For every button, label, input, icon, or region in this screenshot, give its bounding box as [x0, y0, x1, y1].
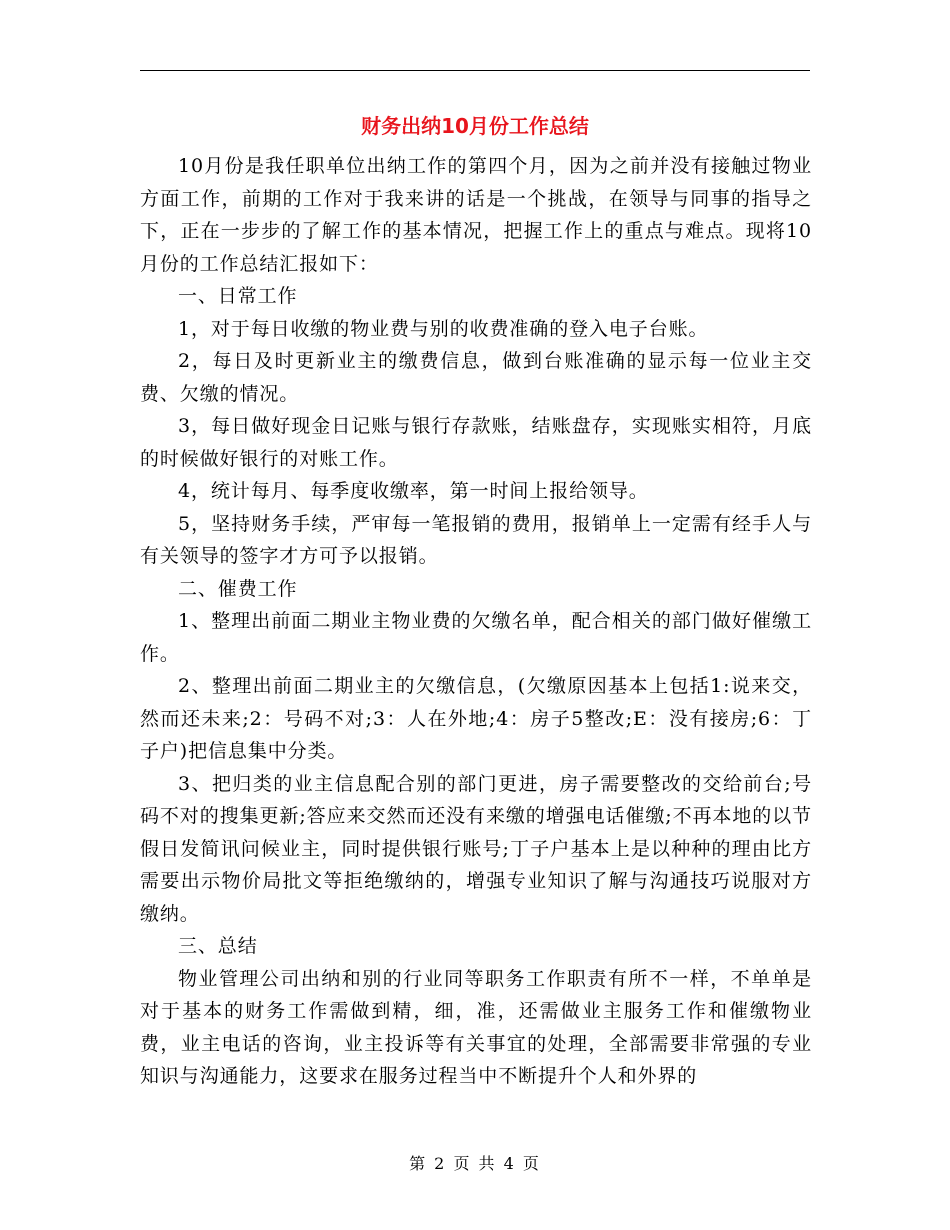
- section-heading-summary: 三、总结: [178, 935, 258, 957]
- summary-paragraph: 物业管理公司出纳和别的行业同等职务工作职责有所不一样，不单单是对于基本的财务工作需做到精，细，准，还需做业主服务工作和催缴物业费，业主电话的咨询，业主投诉等有关事宜的处理，全部需要非常强的专业知识与沟通能力，这要求在服务过程当中不断提升个人和外界的: [140, 967, 812, 1087]
- header-rule: [140, 70, 810, 71]
- daily-work-item-3: 3，每日做好现金日记账与银行存款账，结账盘存，实现账实相符，月底的时候做好银行的对账工作。: [140, 415, 812, 470]
- document-title: 财务出纳10月份工作总结: [361, 114, 589, 138]
- paragraph-intro: 10月份是我任职单位出纳工作的第四个月，因为之前并没有接触过物业方面工作，前期的工作对于我来讲的话是一个挑战，在领导与同事的指导之下，正在一步步的了解工作的基本情况，把握工作上的重点与难点。现将10月份的工作总结汇报如下：: [140, 155, 812, 275]
- collection-work-item-3: 3、把归类的业主信息配合别的部门更进，房子需要整改的交给前台;号码不对的搜集更新;答应来交然而还没有来缴的增强电话催缴;不再本地的以节假日发简讯问候业主，同时提供银行账号;丁子户基本上是以种种的理由比方需要出示物价局批文等拒绝缴纳的，增强专业知识了解与沟通技巧说服对方缴纳。: [140, 772, 812, 925]
- daily-work-item-2: 2，每日及时更新业主的缴费信息，做到台账准确的显示每一位业主交费、欠缴的情况。: [140, 350, 812, 405]
- page-number-footer: 第 2 页 共 4 页: [409, 1154, 541, 1173]
- document-body: [140, 150, 812, 1093]
- daily-work-item-1: 1，对于每日收缴的物业费与别的收费准确的登入电子台账。: [178, 317, 709, 340]
- collection-work-item-1: 1、整理出前面二期业主物业费的欠缴名单，配合相关的部门做好催缴工作。: [140, 610, 812, 665]
- section-heading-daily-work: 一、日常工作: [178, 285, 298, 307]
- section-heading-collection-work: 二、催费工作: [178, 577, 298, 600]
- collection-work-item-2: 2、整理出前面二期业主的欠缴信息，(欠缴原因基本上包括1:说来交，然而还未来;2：号码不对;3：人在外地;4：房子5整改;E：没有接房;6：丁子户)把信息集中分类。: [140, 675, 812, 762]
- daily-work-item-5: 5，坚持财务手续，严审每一笔报销的费用，报销单上一定需有经手人与有关领导的签字才方可予以报销。: [140, 512, 812, 567]
- daily-work-item-4: 4，统计每月、每季度收缴率，第一时间上报给领导。: [178, 480, 649, 502]
